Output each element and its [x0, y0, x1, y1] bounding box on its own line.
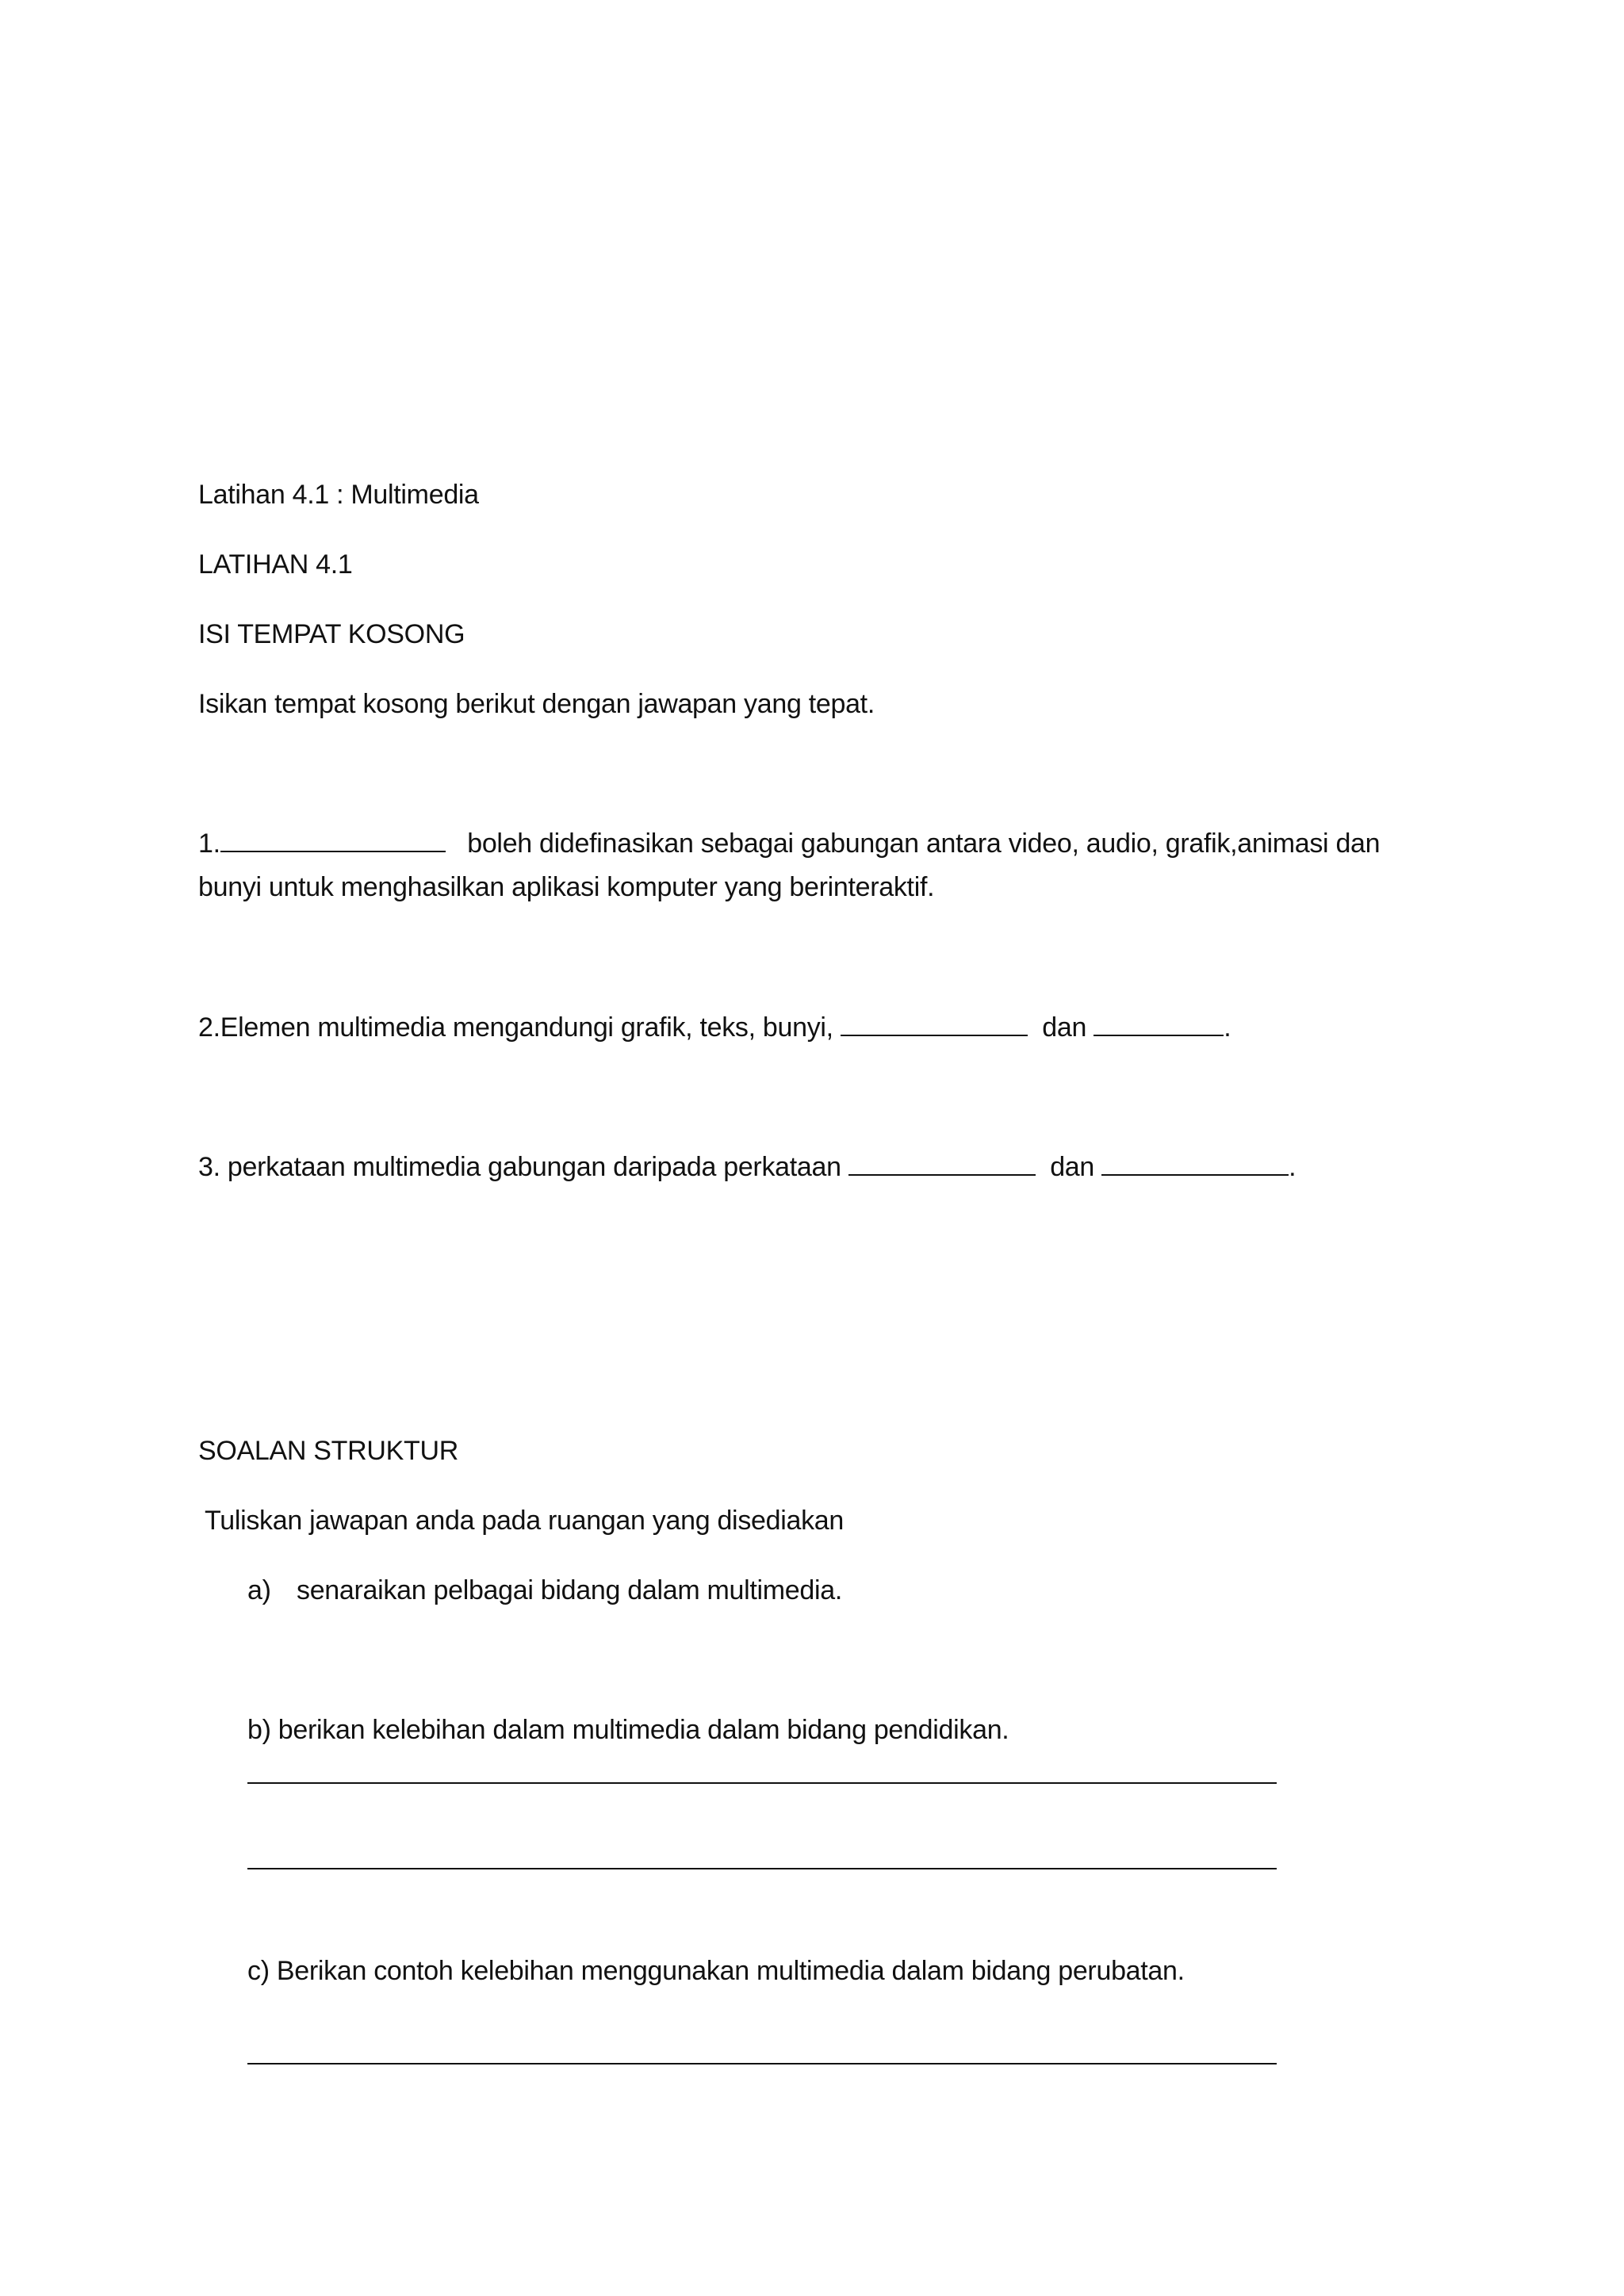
question-a-text: senaraikan pelbagai bidang dalam multimedia.: [297, 1575, 843, 1605]
question-1-number: 1.: [198, 828, 220, 859]
question-b-answer-line-2[interactable]: [247, 1868, 1277, 1869]
question-2-blank-1[interactable]: [841, 1011, 1028, 1036]
question-2-text: 2.Elemen multimedia mengandungi grafik, teks, bunyi,: [198, 1012, 833, 1043]
question-3-blank-1[interactable]: [848, 1150, 1036, 1176]
question-3-text: 3. perkataan multimedia gabungan daripada perkataan: [198, 1152, 841, 1182]
question-c-answer-line[interactable]: [247, 2063, 1277, 2064]
question-1-line-1: [198, 826, 1380, 861]
question-a-label: a): [247, 1575, 271, 1605]
question-1-text: boleh didefinasikan sebagai gabungan antara video, audio, grafik,animasi dan: [467, 828, 1381, 859]
question-b-answer-line-1[interactable]: [247, 1782, 1277, 1784]
question-3-end: .: [1289, 1152, 1297, 1182]
question-2-end: .: [1224, 1012, 1231, 1043]
question-1-line-2: bunyi untuk menghasilkan aplikasi komputer yang berinteraktif.: [198, 872, 935, 902]
question-2-and: dan: [1042, 1012, 1087, 1043]
document-heading: LATIHAN 4.1: [198, 549, 353, 580]
question-1-blank[interactable]: [220, 827, 446, 852]
question-2-blank-2[interactable]: [1094, 1011, 1224, 1036]
question-b-text: b) berikan kelebihan dalam multimedia dalam bidang pendidikan.: [247, 1715, 1009, 1745]
question-3-blank-2[interactable]: [1101, 1150, 1289, 1176]
question-3: [198, 1150, 1296, 1184]
section-structure-instruction: Tuliskan jawapan anda pada ruangan yang disediakan: [205, 1506, 845, 1536]
section-fill-blank-instruction: Isikan tempat kosong berikut dengan jawapan yang tepat.: [198, 689, 875, 719]
question-3-and: dan: [1050, 1152, 1095, 1182]
question-2: [198, 1010, 1231, 1045]
question-c-text: c) Berikan contoh kelebihan menggunakan multimedia dalam bidang perubatan.: [247, 1956, 1185, 1986]
section-structure-title: SOALAN STRUKTUR: [198, 1436, 458, 1466]
document-title: Latihan 4.1 : Multimedia: [198, 480, 479, 510]
section-fill-blank-title: ISI TEMPAT KOSONG: [198, 619, 465, 649]
